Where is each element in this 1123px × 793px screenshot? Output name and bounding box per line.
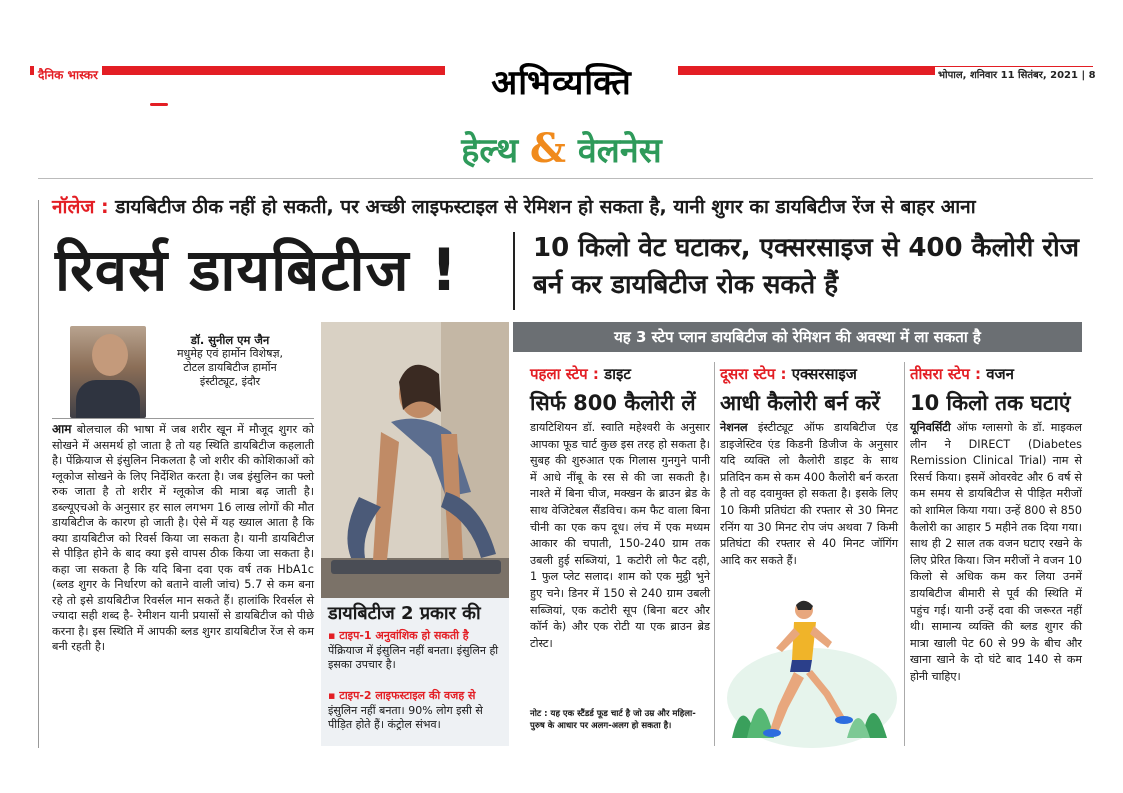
rule-under-section: [38, 178, 1093, 179]
step2-label-red: दूसरा स्टेप :: [720, 365, 787, 383]
section-title-part1: हेल्थ: [461, 131, 519, 171]
step2-heading: आधी कैलोरी बर्न करें: [720, 391, 880, 415]
author-title-2: टोटल डायबिटीज हार्मोन: [183, 361, 277, 374]
section-title: [0, 125, 1123, 172]
author-name: डॉ. सुनील एम जैन: [190, 333, 270, 347]
left-margin-rule: [38, 200, 39, 748]
author-photo-face: [92, 334, 128, 376]
step1-label: [530, 364, 631, 384]
intro-text: बोलचाल की भाषा में जब शरीर खून में मौजूद शुगर को सोखने में असमर्थ हो जाता है तो यह स्थिति डायबिटीज कहलाती है। पेंक्रियाज से इंसुलिन निकलता है जो शरीर की कोशिकाओं को ग्लूकोज सोखने के लिए निर्देशित करता है। जब इंसुलिन का फ्लो रुक जाता है तो शरीर में ग्लूकोज की मात्रा बढ़ जाती है। डब्ल्यूएचओ के अनुसार हर साल लगभग 16 लाख लोगों की मौत डायबिटीज के कारण हो जाती है। ऐसे में यह ख्याल आता है कि क्या डायबिटीज को रिवर्स किया जा सकता है। यानी डायबिटीज से पीड़ित होने के बाद क्या इसे वापस ठीक किया जा सकता है। कहा जा सकता है कि यदि बिना दवा एक वर्ष तक HbA1c (ब्लड शुगर के निर्धारण को बताने वाली जांच) 5.7 से कम बना रहे तो इसे डायबिटीज रिवर्सल मान सकते हैं। हालांकि रिवर्सल से ज्यादा सही शब्द है- रेमीशन यानी प्रयासों से डायबिटीज को पीछे करना है। इस स्थिति में आपकी ब्लड शुगर डायबिटीज रेंज से कम बनी रहती है।: [52, 423, 314, 653]
step3-paragraph: [910, 420, 1082, 686]
type1-text: पेंक्रियाज में इंसुलिन नहीं बनता। इंसुलिन ही इसका उपचार है।: [328, 643, 499, 671]
knowledge-text: डायबिटीज ठीक नहीं हो सकती, पर अच्छी लाइफस्टाइल से रेमिशन हो सकता है, यानी शुगर का डायबिटीज रेंज से बाहर आना: [108, 196, 976, 218]
author-block: [155, 333, 305, 389]
type1-block: [328, 629, 506, 673]
headline-divider: [513, 232, 515, 310]
intro-paragraph: [52, 422, 314, 655]
type1-label: ▪ टाइप-1 अनुवांशिक हो सकती है: [328, 629, 469, 642]
subheadline: 10 किलो वेट घटाकर, एक्सरसाइज से 400 कैलोरी रोज बर्न कर डायबिटीज रोक सकते हैं: [533, 233, 1080, 300]
section-title-part2: वेलनेस: [577, 131, 662, 171]
banner: यह 3 स्टेप प्लान डायबिटीज को रेमिशन की अवस्था में ला सकता है: [513, 322, 1082, 352]
type2-text: इंसुलिन नहीं बनता। 90% लोग इसी से पीड़ित होते हैं। कंट्रोल संभव।: [328, 703, 483, 731]
knowledge-label: नॉलेज :: [52, 196, 109, 218]
runner-illustration: [712, 598, 907, 748]
step3-label-red: तीसरा स्टेप :: [910, 365, 981, 383]
red-accent-mark: [150, 103, 168, 106]
step1-text: डायटिशियन डॉ. स्वाति महेश्वरी के अनुसार आपका फूड चार्ट कुछ इस तरह हो सकता है। सुबह की शुरुआत एक गिलास गुनगुने पानी में आधे नींबू के रस से की जा सकती है। नाश्ते में बिना चीज, मक्खन के ब्राउन ब्रेड के साथ वेजिटेबल सैंडविच। कम फैट वाला बिना चीनी का एक कप दूध। लंच में एक मध्यम आकार की चपाती, 150-240 ग्राम तक उबली हुई सब्जियां, 1 कटोरी लो फैट दही, 1 फुल प्लेट सलाद। शाम को एक मुट्ठी भुने हुए चने। डिनर में 150 से 240 ग्राम उबली सब्जियां, एक कटोरी सूप (बिना बटर और कॉर्न के) और एक रोटी या एक ब्राउन ब्रेड टोस्ट।: [530, 421, 710, 650]
step3-heading: 10 किलो तक घटाएं: [910, 391, 1071, 415]
step1-topic: डाइट: [598, 365, 631, 383]
type2-block: [328, 689, 506, 733]
woman-exercise-photo: [321, 322, 509, 598]
author-rule: [52, 418, 314, 419]
runner-icon: [712, 598, 907, 748]
step2-lead: नेशनल: [720, 421, 748, 434]
author-title-1: मधुमेह एवं हार्मोन विशेषज्ञ,: [176, 347, 284, 360]
headline: रिवर्स डायबिटीज !: [55, 236, 459, 304]
step1-label-red: पहला स्टेप :: [530, 365, 599, 383]
knowledge-line: [52, 193, 976, 219]
step2-paragraph: [720, 420, 898, 569]
step3-topic: वजन: [980, 365, 1014, 383]
section-title-amp: &: [529, 125, 567, 172]
step3-text: ऑफ ग्लासगो के डॉ. माइकल लीन ने DIRECT (Diabetes Remission Clinical Trial) नाम से रिसर्च किया। इसमें ओवरवेट और 6 वर्ष से कम समय से डायबिटीज से पीड़ित मरीजों को शामिल किया गया। उन्हें 800 से 850 कैलोरी का आहार 5 महीने तक दिया गया। साथ ही 2 साल तक वजन घटाए रखने के लिए प्रेरित किया। जिन मरीजों ने वजन 10 किलो से अधिक कम कर लिया उनमें डायबिटीज बीमारी से पूर्व की स्थिति में पहुंच गई। यानी उन्हें दवा की जरूरत नहीं थी। सामान्य व्यक्ति की ब्लड शुगर की मात्रा खाली पेट 60 से 99 के बीच और खाना खाने के दो घंटे बाद 140 से कम होनी चाहिए।: [910, 421, 1082, 683]
type2-label: ▪ टाइप-2 लाइफस्टाइल की वजह से: [328, 689, 476, 702]
step2-label: [720, 364, 857, 384]
author-title-3: इंस्टीट्यूट, इंदौर: [199, 375, 261, 388]
dateline: भोपाल, शनिवार 11 सितंबर, 2021 | 8: [935, 67, 1099, 81]
types-title: डायबिटीज 2 प्रकार की: [328, 603, 481, 624]
paper-logo: दैनिक भास्कर: [34, 66, 102, 83]
step1-heading: सिर्फ 800 कैलोरी लें: [530, 391, 696, 415]
intro-lead: आम: [52, 422, 72, 436]
step2-topic: एक्सरसाइज: [786, 365, 857, 383]
author-photo-suit: [76, 380, 140, 418]
masthead: अभिव्यक्ति: [491, 63, 632, 103]
step2-text: इंस्टीट्यूट ऑफ डायबिटीज एंड डाइजेस्टिव एंड किडनी डिजीज के अनुसार यदि व्यक्ति लो कैलोरी डाइट के साथ प्रतिदिन कम से कम 400 कैलोरी बर्न करता है तो वह दवामुक्त हो सकता है। इसके लिए 10 किमी प्रतिघंटा की रफ्तार से 30 मिनट रनिंग या 30 मिनट रोप जंप अथवा 7 किमी प्रतिघंटा की रफ्तार से 40 मिनट जॉगिंग आदि कर सकते हैं।: [720, 421, 898, 567]
woman-exercise-illustration: [321, 322, 509, 598]
step3-label: [910, 364, 1014, 384]
step3-lead: यूनिवर्सिटी: [910, 421, 951, 434]
step1-note: नोट : यह एक स्टैंडर्ड फूड चार्ट है जो उम्र और महिला-पुरुष के आधार पर अलग-अलग हो सकता है।: [530, 709, 696, 731]
col-rule-2: [904, 362, 905, 746]
